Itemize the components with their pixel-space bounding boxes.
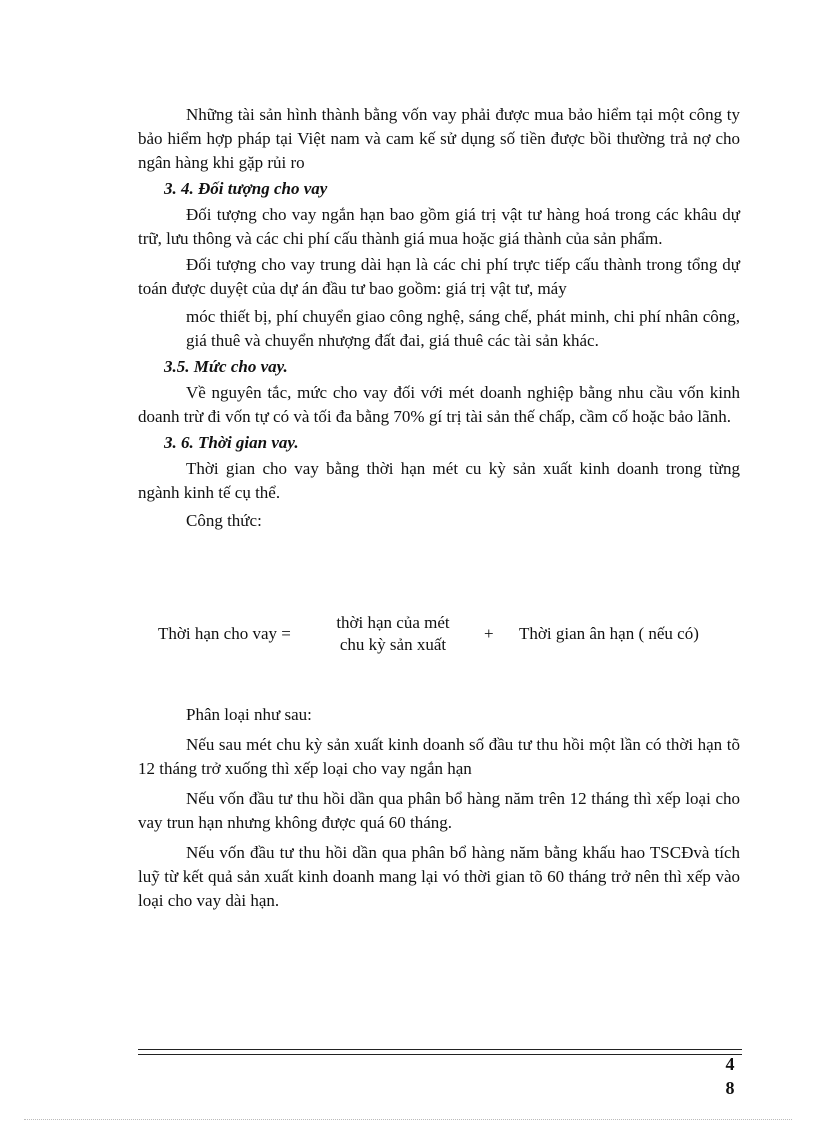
section-bottom xyxy=(138,703,740,913)
paragraph-short-term-class: Nếu sau mét chu kỳ sản xuất kinh doanh số đầu tư thu hồi một lần có thời hạn tõ 12 tháng trở xuống thì xếp loại cho vay ngắn hạn xyxy=(138,735,740,778)
paragraph-loan-level: Về nguyên tắc, mức cho vay đối với mét doanh nghiệp bằng nhu cầu vốn kinh doanh trừ đi vốn tự có và tối đa bằng 70% gí trị tài sản thế chấp, cầm cố hoặc bảo lãnh. xyxy=(138,383,740,426)
paragraph-classification: Phân loại như sau: xyxy=(186,705,312,724)
footer-divider xyxy=(138,1049,742,1055)
heading-3-4: 3. 4. Đối tượng cho vay xyxy=(164,179,328,198)
paragraph-short-term-object: Đối tượng cho vay ngắn hạn bao gồm giá trị vật tư hàng hoá trong các khâu dự trữ, lưu thông và các chi phí cấu thành giá mua hoặc giá thành của sản phẩm. xyxy=(138,205,740,248)
section-top xyxy=(138,103,740,533)
paragraph-medium-term-class: Nếu vốn đầu tư thu hồi dần qua phân bổ hàng năm trên 12 tháng thì xếp loại cho vay trun hạn nhưng không được quá 60 tháng. xyxy=(138,789,740,832)
paragraph-long-term-object-cont: móc thiết bị, phí chuyển giao công nghệ, sáng chế, phát minh, chi phí nhân công, giá thuê và chuyển nhượng đất đai, giá thuê các tài sản khác. xyxy=(186,307,740,350)
page-number xyxy=(720,1052,740,1100)
paragraph-loan-duration: Thời gian cho vay bằng thời hạn mét cu kỳ sản xuất kinh doanh trong từng ngành kinh tế cụ thể. xyxy=(138,459,740,502)
page-bottom-edge xyxy=(24,1119,792,1120)
formula-fraction xyxy=(328,612,458,656)
paragraph-long-term-object: Đối tượng cho vay trung dài hạn là các chi phí trực tiếp cấu thành trong tổng dự toán được duyệt của dự án đầu tư bao goồm: giá trị vật tư, máy xyxy=(138,255,740,298)
paragraph-formula-label: Công thức: xyxy=(186,511,262,530)
paragraph-insurance: Những tài sản hình thành bằng vốn vay phải được mua bảo hiểm tại một công ty bảo hiểm hợp pháp tại Việt nam và cam kế sử dụng số tiền được bồi thường trả nợ cho ngân hàng khi gặp rủi ro xyxy=(138,105,740,172)
heading-3-6: 3. 6. Thời gian vay. xyxy=(164,433,299,452)
formula-numerator: thời hạn của mét xyxy=(336,613,450,632)
loan-term-formula xyxy=(158,612,738,660)
page-number-digit-1: 4 xyxy=(725,1054,735,1074)
formula-rhs: Thời gian ân hạn ( nếu có) xyxy=(519,624,699,643)
formula-plus: + xyxy=(484,624,494,643)
heading-3-5: 3.5. Mức cho vay. xyxy=(164,357,288,376)
page-number-digit-2: 8 xyxy=(725,1078,735,1098)
paragraph-long-term-class: Nếu vốn đầu tư thu hồi dần qua phân bổ hàng năm bằng khấu hao TSCĐvà tích luỹ từ kết quả sản xuất kinh doanh mang lại vó thời gian tõ 60 tháng trở nên thì xếp vào loại cho vay dài hạn. xyxy=(138,843,740,910)
formula-lhs: Thời hạn cho vay = xyxy=(158,624,291,643)
formula-denominator: chu kỳ sản xuất xyxy=(339,635,447,654)
